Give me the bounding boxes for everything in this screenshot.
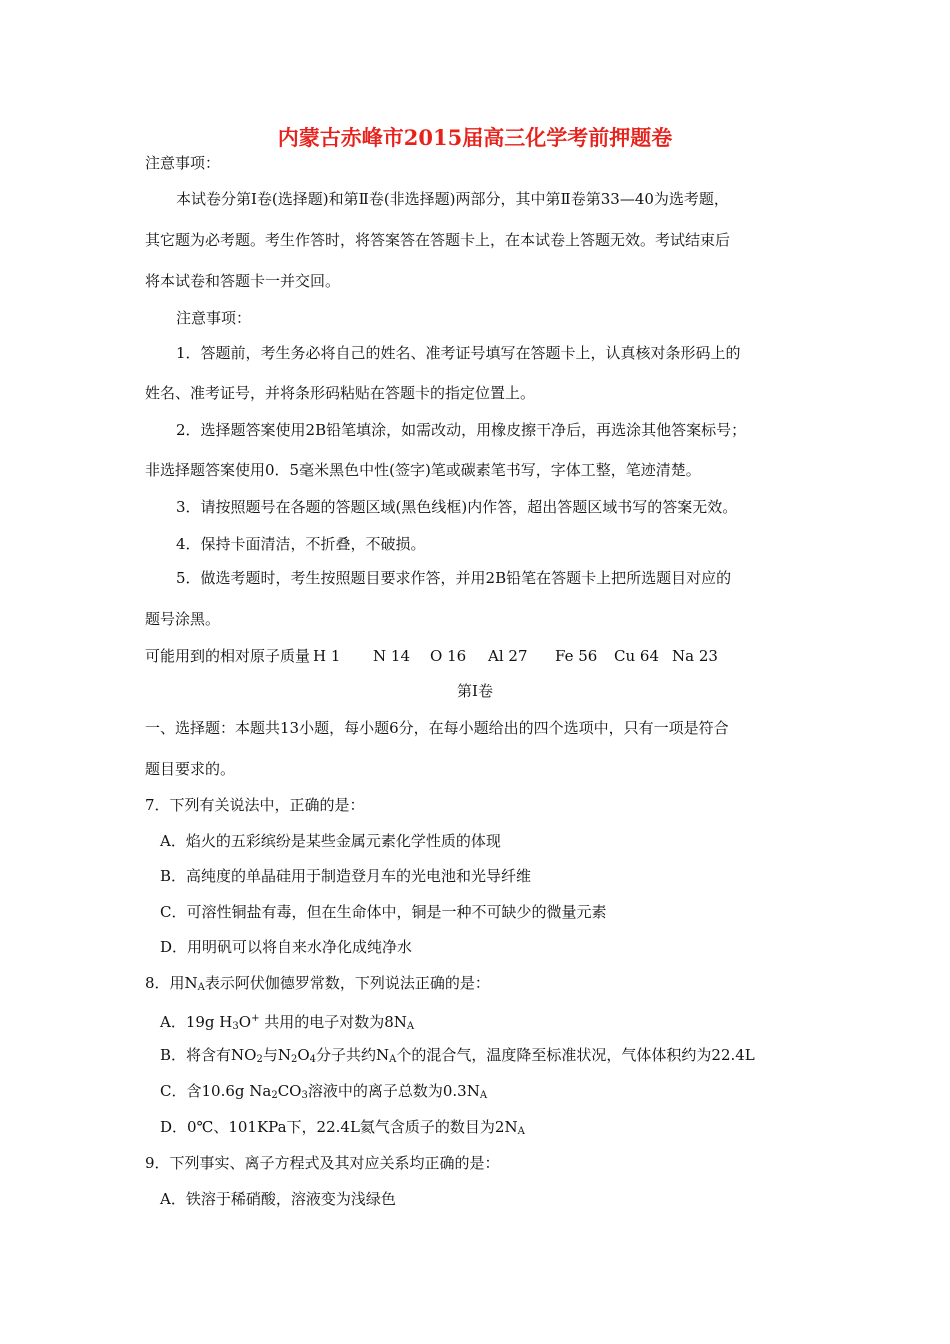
notice-item-1-line1: 1．答题前，考生务必将自己的姓名、准考证号填写在答题卡上，认真核对条形码上的 bbox=[176, 344, 741, 362]
atomic-masses-label: 可能用到的相对原子质量 bbox=[145, 647, 311, 665]
atomic-mass-item: N 14 bbox=[373, 647, 410, 665]
question-8-stem: 8．用$N_A$表示阿伏伽德罗常数，下列说法正确的是： bbox=[145, 974, 490, 993]
notice-item-2-line2: 非选择题答案使用0．5毫米黑色中性(签字)笔或碳素笔书写，字体工整，笔迹清楚。 bbox=[145, 461, 701, 479]
atomic-mass-item: Cu 64 bbox=[614, 647, 660, 665]
question-8-option-c: C．含10.6g $Na_2CO_3$溶液中的离子总数为$0.3N_A$ bbox=[160, 1082, 488, 1101]
notice-item-5-line1: 5．做选考题时，考生按照题目要求作答，并用2B铅笔在答题卡上把所选题目对应的 bbox=[176, 569, 732, 587]
notice-item-1-line2: 姓名、准考证号，并将条形码粘贴在答题卡的指定位置上。 bbox=[145, 384, 536, 402]
question-9-option-a: A．铁溶于稀硝酸，溶液变为浅绿色 bbox=[160, 1190, 396, 1208]
notice-heading: 注意事项： bbox=[145, 154, 221, 172]
section-1-line1: 一、选择题：本题共13小题，每小题6分，在每小题给出的四个选项中，只有一项是符合 bbox=[145, 719, 729, 737]
question-7-option-b: B．高纯度的单晶硅用于制造登月车的光电池和光导纤维 bbox=[160, 867, 532, 885]
notice-item-2-line1: 2．选择题答案使用2B铅笔填涂，如需改动，用橡皮擦干净后，再选涂其他答案标号； bbox=[176, 421, 747, 439]
notice-item-4: 4．保持卡面清洁，不折叠，不破损。 bbox=[176, 535, 426, 553]
atomic-mass-item: Al 27 bbox=[488, 647, 528, 665]
atomic-mass-item: H 1 bbox=[313, 647, 341, 665]
question-7-option-d: D．用明矾可以将自来水净化成纯净水 bbox=[160, 938, 413, 956]
question-8-option-b: B．将含有$NO_2$与$N_2O_4$分子共约$N_A$个的混合气，温度降至标准状况，气体体积约为22.4L bbox=[160, 1046, 755, 1065]
atomic-mass-item: Fe 56 bbox=[555, 647, 598, 665]
notice-item-3: 3．请按照题号在各题的答题区域(黑色线框)内作答，超出答题区域书写的答案无效。 bbox=[176, 498, 738, 516]
question-7-stem: 7．下列有关说法中，正确的是： bbox=[145, 796, 365, 814]
notice-intro-line2: 其它题为必考题。考生作答时，将答案答在答题卡上，在本试卷上答题无效。考试结束后 bbox=[145, 231, 731, 249]
question-7-option-c: C．可溶性铜盐有毒，但在生命体中，铜是一种不可缺少的微量元素 bbox=[160, 903, 607, 921]
question-7-option-a: A．焰火的五彩缤纷是某些金属元素化学性质的体现 bbox=[160, 832, 501, 850]
question-8-option-d: D．0℃、101KPa下，22.4L氦气含质子的数目为$2N_A$ bbox=[160, 1118, 525, 1137]
atomic-mass-item: Na 23 bbox=[672, 647, 718, 665]
part-1-heading: 第Ⅰ卷 bbox=[457, 682, 493, 700]
notice-heading-2: 注意事项： bbox=[176, 309, 252, 327]
notice-item-5-line2: 题号涂黑。 bbox=[145, 610, 221, 628]
section-1-line2: 题目要求的。 bbox=[145, 760, 236, 778]
notice-intro-line1: 本试卷分第Ⅰ卷(选择题)和第Ⅱ卷(非选择题)两部分，其中第Ⅱ卷第33—40为选考题， bbox=[176, 190, 729, 208]
question-9-stem: 9．下列事实、离子方程式及其对应关系均正确的是： bbox=[145, 1154, 500, 1172]
atomic-mass-item: O 16 bbox=[430, 647, 467, 665]
question-8-option-a: A．19g $H_3O^+$ 共用的电子对数为$8N_A$ bbox=[160, 1013, 415, 1032]
page-title: 内蒙古赤峰市2015届高三化学考前押题卷 bbox=[277, 125, 673, 150]
notice-intro-line3: 将本试卷和答题卡一并交回。 bbox=[145, 272, 341, 290]
atomic-masses bbox=[145, 646, 718, 666]
